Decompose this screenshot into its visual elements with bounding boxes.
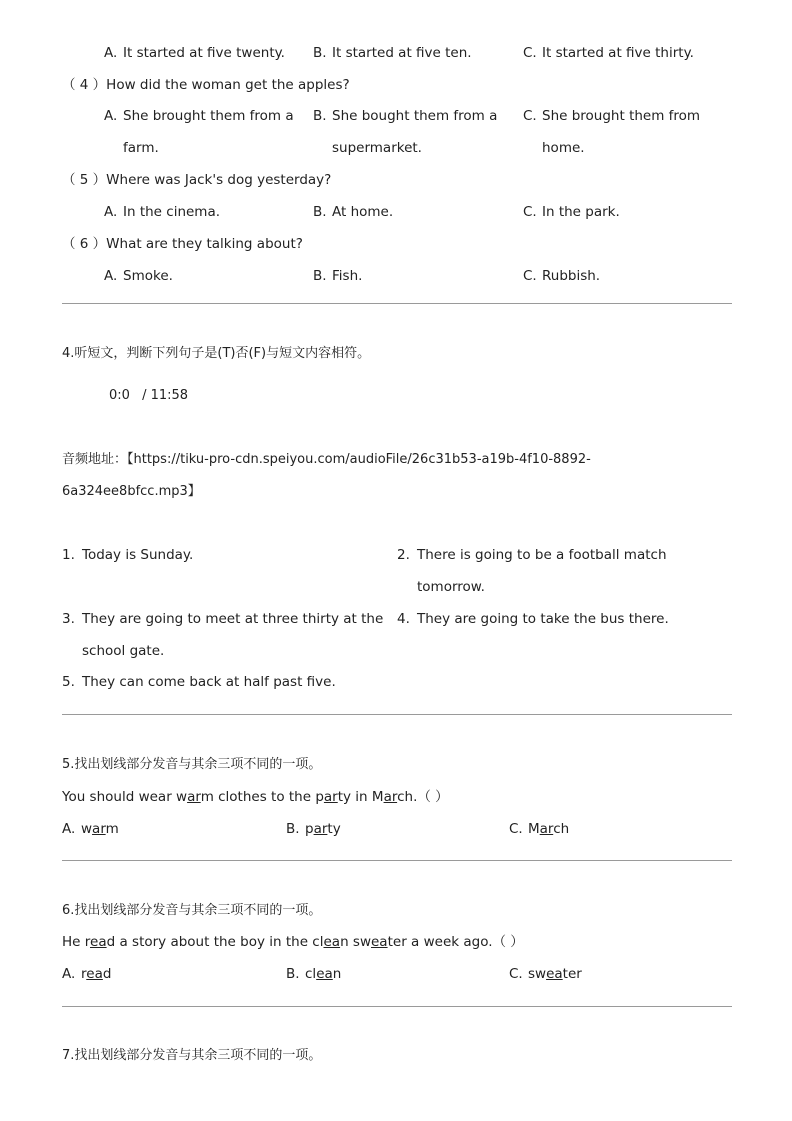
q3-sub5-question: （ 5 ）Where was Jack's dog yesterday?	[62, 172, 332, 188]
q6-sentence: He read a story about the boy in the clean sweater a week ago.（ ）	[62, 934, 524, 950]
q3-sub6-option-c[interactable]: C. Rubbish.	[523, 268, 601, 284]
q3-sub4-option-b[interactable]: B. She bought them from a supermarket.	[313, 108, 498, 156]
q4-statement-5: 5. They can come back at half past five.	[62, 674, 336, 690]
q5-option-a[interactable]: A. warm	[62, 821, 119, 837]
divider	[62, 303, 732, 304]
q3-sub3-option-b[interactable]: B. It started at five ten.	[313, 45, 472, 61]
q7-title: 7.找出划线部分发音与其余三项不同的一项。	[62, 1048, 322, 1063]
divider	[62, 714, 732, 715]
q4-title: 4.听短文，判断下列句子是(T)否(F)与短文内容相符。	[62, 346, 371, 361]
q3-sub4-question: （ 4 ）How did the woman get the apples?	[62, 77, 350, 93]
q3-sub6-option-a[interactable]: A. Smoke.	[104, 268, 173, 284]
q3-sub5-option-c[interactable]: C. In the park.	[523, 204, 620, 220]
q6-option-b[interactable]: B. clean	[286, 966, 342, 982]
audio-url-line-2[interactable]: 6a324ee8bfcc.mp3】	[62, 484, 201, 499]
audio-duration: 11:58	[150, 388, 189, 403]
q4-statement-2: 2. There is going to be a football match tomorrow.	[397, 547, 667, 595]
q3-sub3-option-a[interactable]: A. It started at five twenty.	[104, 45, 285, 61]
q5-title: 5.找出划线部分发音与其余三项不同的一项。	[62, 757, 322, 772]
q5-option-b[interactable]: B. party	[286, 821, 341, 837]
q3-sub3-option-c[interactable]: C. It started at five thirty.	[523, 45, 694, 61]
q3-sub6-question: （ 6 ）What are they talking about?	[62, 236, 303, 252]
q3-sub4-option-a[interactable]: A. She brought them from a farm.	[104, 108, 294, 156]
audio-url-line-1[interactable]: 音频地址：【https://tiku-pro-cdn.speiyou.com/audioFile/26c31b53-a19b-4f10-8892-	[62, 452, 591, 467]
q3-sub6-option-b[interactable]: B. Fish.	[313, 268, 363, 284]
divider	[62, 860, 732, 861]
divider	[62, 1006, 732, 1007]
q5-option-c[interactable]: C. March	[509, 821, 570, 837]
q6-title: 6.找出划线部分发音与其余三项不同的一项。	[62, 903, 322, 918]
q6-option-a[interactable]: A. read	[62, 966, 112, 982]
q3-sub5-option-a[interactable]: A. In the cinema.	[104, 204, 221, 220]
q3-sub5-option-b[interactable]: B. At home.	[313, 204, 394, 220]
audio-time-separator: /	[142, 388, 147, 403]
audio-player[interactable]	[109, 388, 188, 403]
q5-sentence: You should wear warm clothes to the party in March.（ ）	[62, 789, 449, 805]
q6-option-c[interactable]: C. sweater	[509, 966, 582, 982]
q4-statement-3: 3. They are going to meet at three thirty at the school gate.	[62, 611, 384, 659]
q4-statement-1: 1. Today is Sunday.	[62, 547, 194, 563]
audio-current-time: 0:0	[109, 388, 130, 403]
q4-statement-4: 4. They are going to take the bus there.	[397, 611, 669, 627]
q3-sub4-option-c[interactable]: C. She brought them from home.	[523, 108, 701, 156]
